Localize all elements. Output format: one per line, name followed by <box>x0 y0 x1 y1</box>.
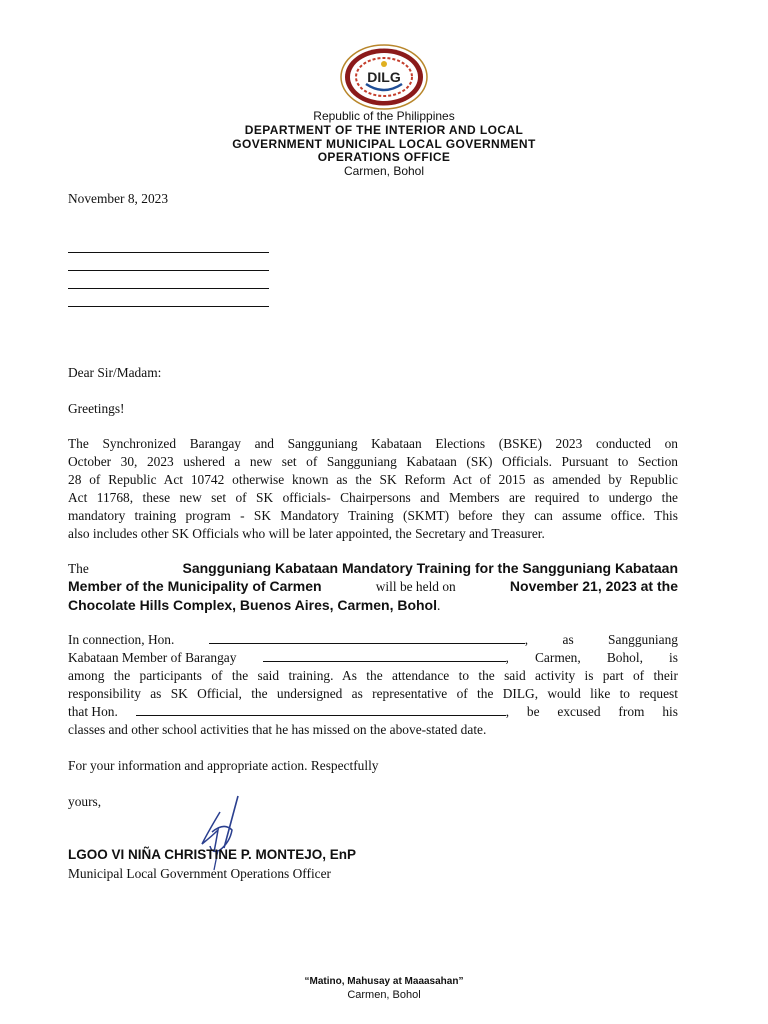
department-line-3: OPERATIONS OFFICE <box>317 150 451 164</box>
training-venue: Chocolate Hills Complex, Buenos Aires, Carmen, Bohol <box>68 597 437 613</box>
republic-line: Republic of the Philippines <box>313 109 455 123</box>
addressee-line-3 <box>68 288 269 289</box>
para3-text: , <box>524 632 529 647</box>
footer-motto: “Matino, Mahusay at Maaasahan” <box>304 976 464 987</box>
para3-line-6: classes and other school activities that he has missed on the above-stated date. <box>68 722 487 737</box>
addressee-line-4 <box>68 306 269 307</box>
training-title-part-2: Member of the Municipality of Carmen <box>68 578 322 594</box>
para3-text: In connection, Hon. <box>68 632 175 647</box>
addressee-line-2 <box>68 270 269 271</box>
training-title-part-1: Sangguniang Kabataan Mandatory Training for the Sangguniang Kabataan <box>182 560 678 576</box>
para3-line-4: responsibility as SK Official, the undersigned as representative of the DILG, would like to request <box>68 686 678 701</box>
department-line-1: DEPARTMENT OF THE INTERIOR AND LOCAL <box>244 123 524 137</box>
para3-text: , <box>505 704 510 719</box>
para3-text: Kabataan Member of Barangay <box>68 650 237 665</box>
dilg-seal-logo <box>339 44 429 110</box>
para3-line-3: among the participants of the said training. As the attendance to the said activity is part of their <box>68 668 678 683</box>
signatory-name: LGOO VI NIÑA CHRISTINE P. MONTEJO, EnP <box>68 847 357 862</box>
para1-line: mandatory training program - SK Mandatory Training (SKMT) before they can assume office. This <box>68 508 678 523</box>
para2-line-3 <box>68 597 678 614</box>
para3-text: , <box>505 650 509 665</box>
para3-line-2 <box>68 650 678 666</box>
para3-text: as <box>562 632 574 647</box>
para1-line: 28 of Republic Act 10742 otherwise known as the SK Reform Act of 2015 as amended by Republic <box>68 472 678 487</box>
closing-line-1: For your information and appropriate action. Respectfully <box>68 758 379 773</box>
para1-line: The Synchronized Barangay and Sangguniang Kabataan Elections (BSKE) 2023 conducted on <box>68 436 678 451</box>
addressee-line-1 <box>68 252 269 253</box>
para3-text: be <box>526 704 540 719</box>
greeting: Greetings! <box>68 401 125 416</box>
letter-date: November 8, 2023 <box>68 191 169 206</box>
para3-text: that Hon. <box>68 704 118 719</box>
para3-text: Carmen, <box>534 650 581 665</box>
logo-text: DILG <box>367 69 401 85</box>
para3-line-5 <box>68 704 678 720</box>
header-location: Carmen, Bohol <box>343 163 425 178</box>
hon-name-blank <box>209 632 525 644</box>
para2-prefix: The <box>68 561 89 576</box>
para1-line: October 30, 2023 ushered a new set of Sangguniang Kabataan (SK) Officials. Pursuant to Section <box>68 454 678 469</box>
para1-line: Act 11768, these new set of SK officials- Chairpersons and Members are required to undergo the <box>68 490 678 505</box>
hon-name-blank-2 <box>136 704 506 716</box>
signatory-title: Municipal Local Government Operations Officer <box>68 866 332 881</box>
para3-text: Sangguniang <box>608 632 678 647</box>
barangay-name-blank <box>263 650 506 662</box>
para2-line-1 <box>68 560 678 577</box>
para3-line-1 <box>68 632 678 648</box>
para3-text: excused <box>557 704 601 719</box>
training-date: November 21, 2023 at the <box>509 578 678 594</box>
salutation: Dear Sir/Madam: <box>68 365 162 380</box>
footer-location: Carmen, Bohol <box>347 989 421 1001</box>
para2-end: . <box>437 598 441 613</box>
closing-line-2: yours, <box>68 794 102 809</box>
para3-text: Bohol, <box>606 650 643 665</box>
department-line-2: GOVERNMENT MUNICIPAL LOCAL GOVERNMENT <box>232 136 536 151</box>
para2-mid: will be held on <box>375 579 456 594</box>
para3-text: from <box>618 704 645 719</box>
para1-line: also includes other SK Officials who will be later appointed, the Secretary and Treasurer. <box>68 526 545 541</box>
para3-text: is <box>669 650 678 665</box>
para2-line-2 <box>68 578 678 595</box>
para3-text: his <box>662 704 678 719</box>
